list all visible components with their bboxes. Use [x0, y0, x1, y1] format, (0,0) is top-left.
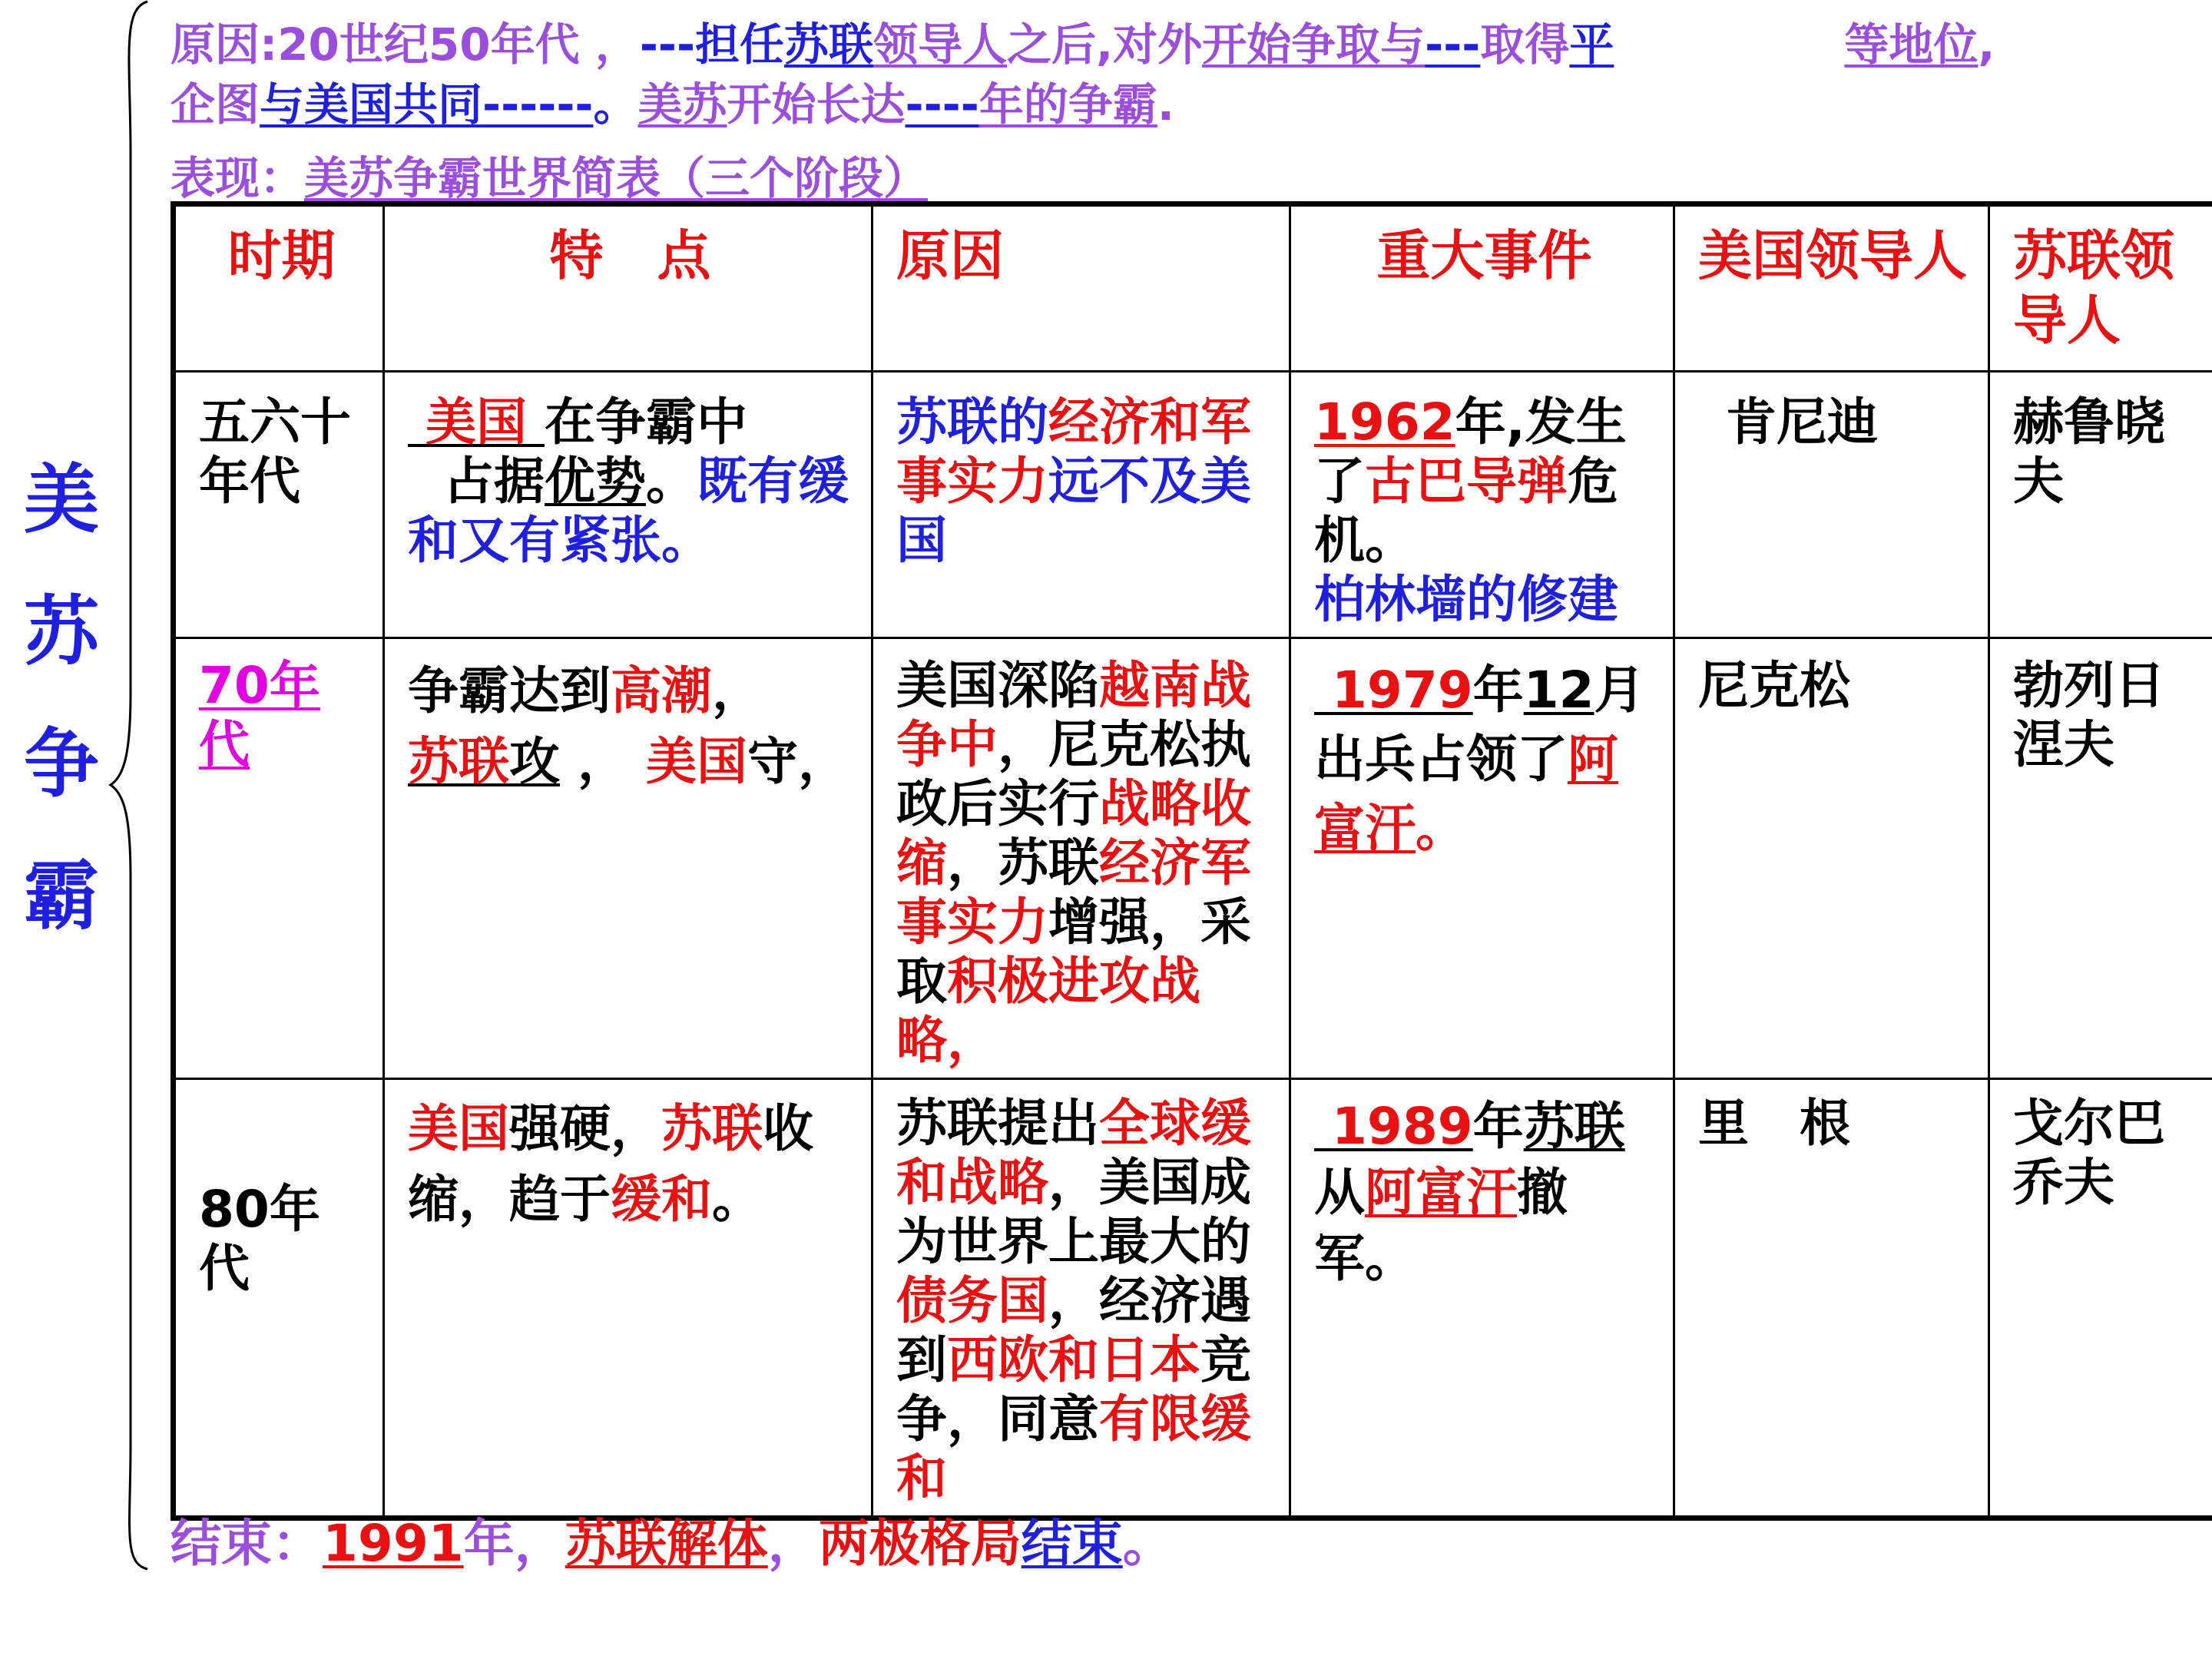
row2-features: 争霸达到高潮， 苏联攻 ， 美国守，: [384, 638, 873, 1079]
row3-events: 1989年苏联从阿富汗撤军。: [1290, 1079, 1674, 1518]
row2-period: 70年代: [174, 638, 384, 1079]
side-title: [19, 434, 104, 962]
cause-label: 原因:20世纪50年代: [171, 18, 580, 71]
end-line: 结束：1991年，苏联解体，两极格局结束。: [171, 1514, 1174, 1573]
row3-period: 80年代: [174, 1079, 384, 1518]
table-row: [174, 372, 2212, 638]
curly-brace-decoration: [108, 0, 154, 1571]
blank: ------: [482, 78, 594, 131]
row3-us-leader: 里 根: [1674, 1079, 1989, 1518]
side-title-char: 美: [23, 456, 99, 544]
rivalry-table: [171, 201, 2212, 1521]
cause-line-2: 企图与美国共同------。美苏开始长达----年的争霸.: [171, 78, 1174, 131]
table-row: [174, 638, 2212, 1079]
row3-ussr-leader: 戈尔巴乔夫: [1989, 1079, 2212, 1518]
performance-line: 表现：美苏争霸世界简表（三个阶段）: [171, 152, 929, 204]
row2-us-leader: 尼克松: [1674, 638, 1989, 1079]
blank: ---担任: [639, 18, 785, 71]
header-features: 特 点: [384, 204, 873, 372]
table-row: [174, 1079, 2212, 1518]
row3-reasons: 苏联提出全球缓和战略，美国成为世界上最大的债务国，经济遇到西欧和日本竞争，同意有限缓和: [873, 1079, 1290, 1518]
row1-ussr-leader: 赫鲁晓夫: [1989, 372, 2212, 638]
table-header-row: [174, 204, 2212, 372]
row1-events: 1962年,发生了古巴导弹危机。 柏林墙的修建: [1290, 372, 1674, 638]
row1-period: 五六十年代: [174, 372, 384, 638]
blank: ---: [1425, 18, 1481, 71]
cause-line-1: 原因:20世纪50年代 ，---担任苏联领导人之后,对外开始争取与---取得平 等地位,: [171, 14, 2198, 75]
row2-ussr-leader: 勃列日涅夫: [1989, 638, 2212, 1079]
table-title: 美苏争霸世界简表（三个阶段）: [304, 152, 929, 204]
side-title-char: 霸: [23, 853, 99, 940]
row1-reasons: 苏联的经济和军事实力远不及美国: [873, 372, 1290, 638]
row2-events: 1979年12月出兵占领了阿富汗。: [1290, 638, 1674, 1079]
header-ussr-leader: 苏联领导人: [1989, 204, 2212, 372]
blank-gap: [1614, 14, 1844, 75]
side-title-char: 苏: [23, 588, 99, 676]
row2-reasons: 美国深陷越南战争中，尼克松执政后实行战略收缩，苏联经济军事实力增强，采取积极进攻战略，: [873, 638, 1290, 1079]
header-events: 重大事件: [1290, 204, 1674, 372]
row1-us-leader: 肯尼迪: [1674, 372, 1989, 638]
row3-features: 美国强硬，苏联收缩，趋于缓和。: [384, 1079, 873, 1518]
side-title-char: 争: [23, 720, 99, 808]
header-us-leader: 美国领导人: [1674, 204, 1989, 372]
header-period: 时期: [174, 204, 384, 372]
header-reasons: 原因: [873, 204, 1290, 372]
row1-features: 美国 在争霸中 占据优势。既有缓和又有紧张。: [384, 372, 873, 638]
blank: ----: [905, 78, 979, 131]
